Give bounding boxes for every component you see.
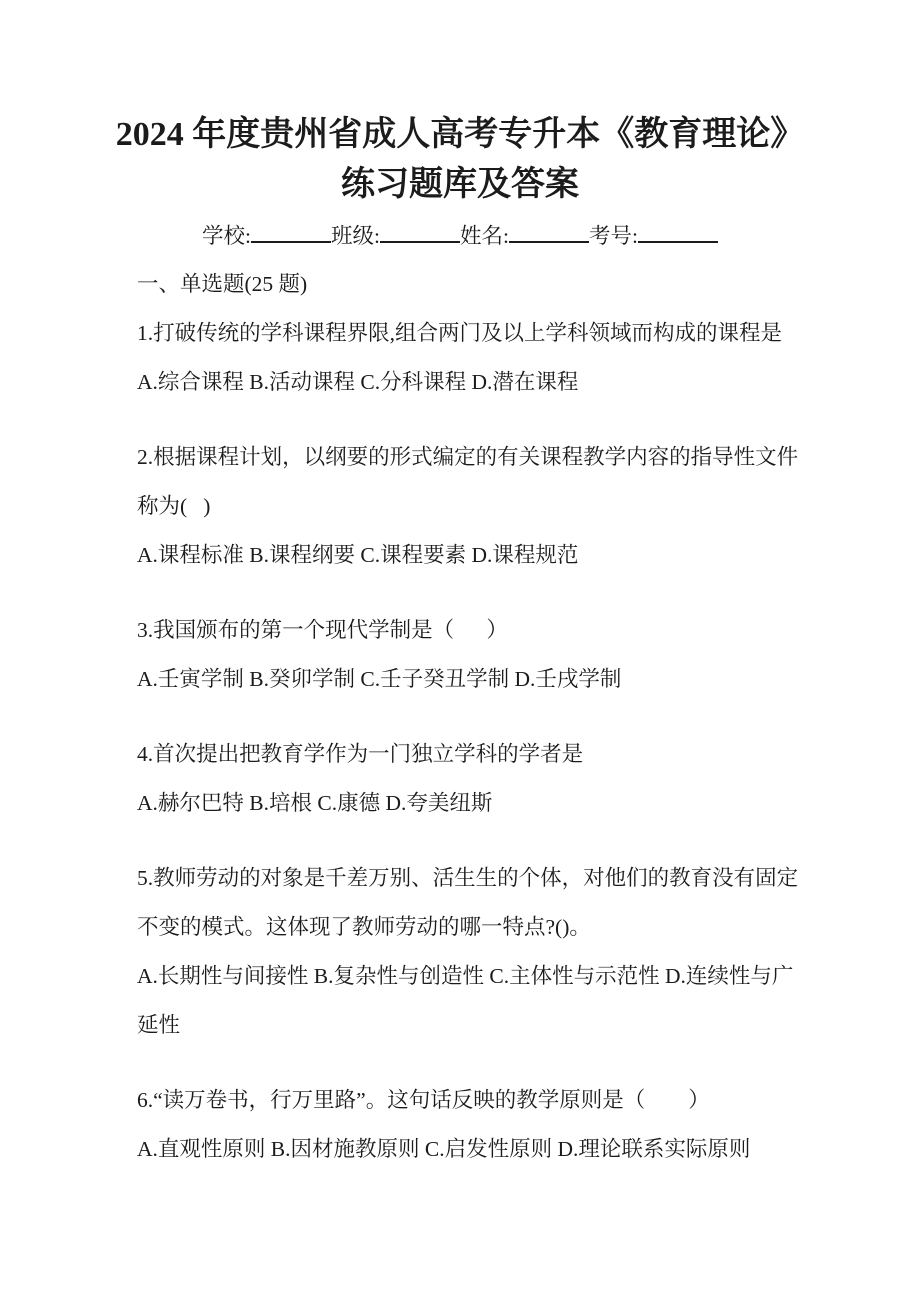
question-6-stem: 6.“读万卷书，行万里路”。这句话反映的教学原则是（ ）	[137, 1088, 710, 1112]
question-5-stem-line-1: 5.教师劳动的对象是千差万别、活生生的个体，对他们的教育没有固定	[137, 866, 799, 890]
question-5-options-line-2: 延性	[137, 1013, 181, 1037]
question-1	[137, 309, 840, 407]
question-5-options-line-1: A.长期性与间接性 B.复杂性与创造性 C.主体性与示范性 D.连续性与广	[137, 964, 794, 988]
question-6	[137, 1076, 840, 1174]
document-title	[0, 0, 920, 210]
question-1-stem: 1.打破传统的学科课程界限,组合两门及以上学科领域而构成的课程是	[137, 321, 783, 345]
class-blank-line	[380, 220, 460, 244]
question-3-stem: 3.我国颁布的第一个现代学制是（ ）	[137, 618, 508, 642]
question-1-options: A.综合课程 B.活动课程 C.分科课程 D.潜在课程	[137, 370, 579, 394]
question-5-stem-line-2: 不变的模式。这体现了教师劳动的哪一特点?()。	[137, 915, 591, 939]
school-label: 学校:	[202, 224, 252, 248]
title-line-1: 2024 年度贵州省成人高考专升本《教育理论》	[115, 116, 805, 153]
question-3	[137, 606, 840, 704]
question-3-options: A.壬寅学制 B.癸卯学制 C.壬子癸丑学制 D.壬戌学制	[137, 667, 622, 691]
exam-number-blank-line	[638, 220, 718, 244]
student-info-line	[0, 212, 920, 260]
section-heading: 一、单选题(25 题)	[137, 272, 308, 296]
title-line-2: 练习题库及答案	[341, 166, 579, 203]
question-5	[137, 854, 840, 1050]
name-blank-line	[509, 220, 589, 244]
question-4	[137, 730, 840, 828]
school-blank-line	[251, 220, 331, 244]
class-label: 班级:	[331, 224, 380, 248]
question-2-stem-line-2: 称为( )	[137, 494, 211, 518]
question-2-options: A.课程标准 B.课程纲要 C.课程要素 D.课程规范	[137, 543, 579, 567]
question-list	[137, 260, 840, 1174]
question-2	[137, 433, 840, 580]
question-4-stem: 4.首次提出把教育学作为一门独立学科的学者是	[137, 742, 584, 766]
question-2-stem-line-1: 2.根据课程计划，以纲要的形式编定的有关课程教学内容的指导性文件	[137, 445, 799, 469]
name-label: 姓名:	[460, 224, 509, 248]
exam-number-label: 考号:	[588, 224, 638, 248]
question-4-options: A.赫尔巴特 B.培根 C.康德 D.夸美纽斯	[137, 791, 493, 815]
question-6-options: A.直观性原则 B.因材施教原则 C.启发性原则 D.理论联系实际原则	[137, 1137, 751, 1161]
